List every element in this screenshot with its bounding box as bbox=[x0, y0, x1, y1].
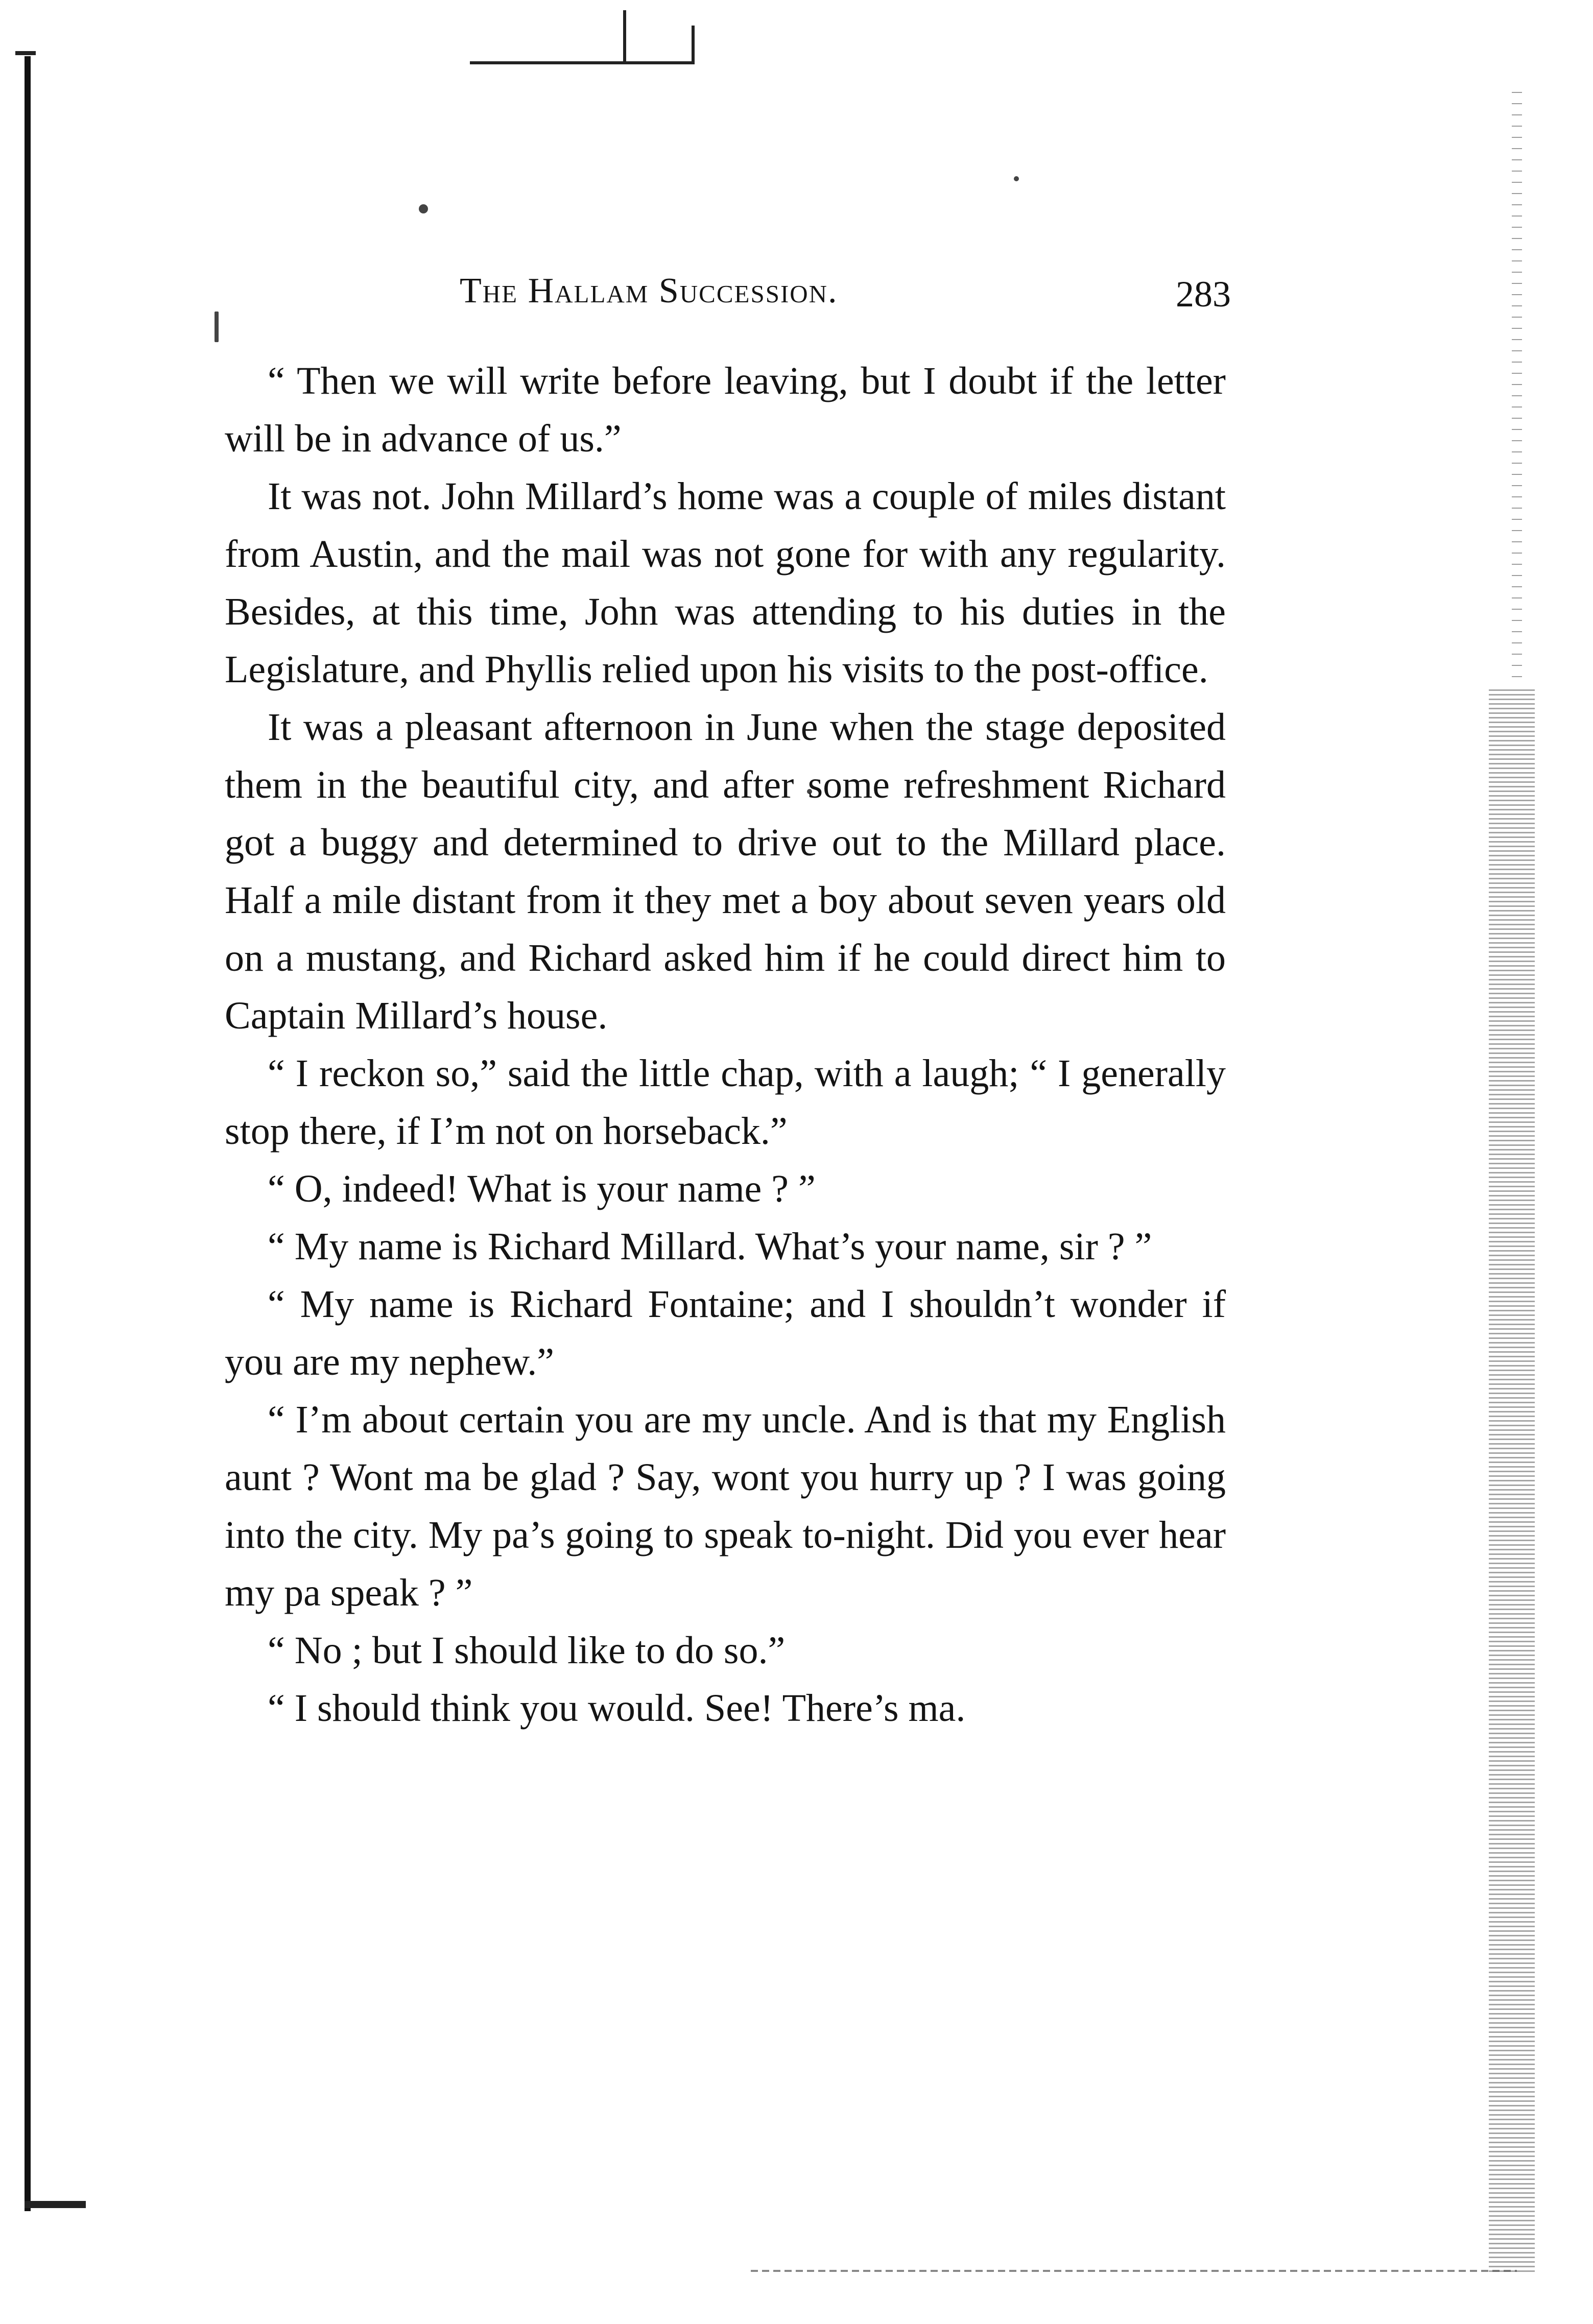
paragraph: It was not. John Millard’s home was a couple of miles distant from Austin, and the mail was not gone for with any regularity. Besides, at this time, John was attending to his duties in the Legislature, and Phyllis relied upon his visits to the post-office. bbox=[225, 475, 1226, 691]
paragraph: “ My name is Richard Fontaine; and I shouldn’t wonder if you are my nephew.” bbox=[225, 1283, 1226, 1383]
paragraph: “ No ; but I should like to do so.” bbox=[268, 1629, 786, 1672]
scan-bottom-rule bbox=[751, 2270, 1517, 2272]
scan-right-edge-upper bbox=[1512, 92, 1522, 679]
body-text bbox=[225, 352, 1226, 1737]
scan-left-edge-foot bbox=[25, 2201, 86, 2208]
running-title: The Hallam Succession. bbox=[460, 271, 838, 310]
paragraph: “ I’m about certain you are my uncle. And is that my English aunt ? Wont ma be glad ? Say, wont you hurry up ? I was going into the city. My pa’s going to speak to-night. Did you ever hear my pa speak ? ” bbox=[225, 1398, 1226, 1614]
scan-top-mark bbox=[470, 10, 695, 71]
scan-right-edge bbox=[1489, 689, 1535, 2272]
paragraph: “ O, indeed! What is your name ? ” bbox=[268, 1167, 816, 1210]
scan-speck bbox=[215, 312, 219, 342]
scan-speck bbox=[419, 204, 428, 213]
scan-left-edge-tick bbox=[15, 51, 36, 55]
page-number: 283 bbox=[1176, 274, 1231, 315]
paragraph: “ I reckon so,” said the little chap, with a laugh; “ I generally stop there, if I’m not on horseback.” bbox=[225, 1052, 1226, 1153]
paragraph: “ I should think you would. See! There’s ma. bbox=[268, 1687, 966, 1730]
scan-speck bbox=[1014, 176, 1019, 181]
scan-left-edge bbox=[25, 56, 31, 2211]
paragraph: “ Then we will write before leaving, but I doubt if the letter will be in advance of us.” bbox=[225, 360, 1226, 460]
paragraph: “ My name is Richard Millard. What’s your name, sir ? ” bbox=[268, 1225, 1152, 1268]
paragraph: It was a pleasant afternoon in June when the stage deposited them in the beautiful city, and after some refreshment Richard got a buggy and determined to drive out to the Millard place. Half a mile distant from it they met a boy about seven years old on a mustang, and Richard asked him if he could direct him to Captain Millard’s house. bbox=[225, 706, 1226, 1037]
